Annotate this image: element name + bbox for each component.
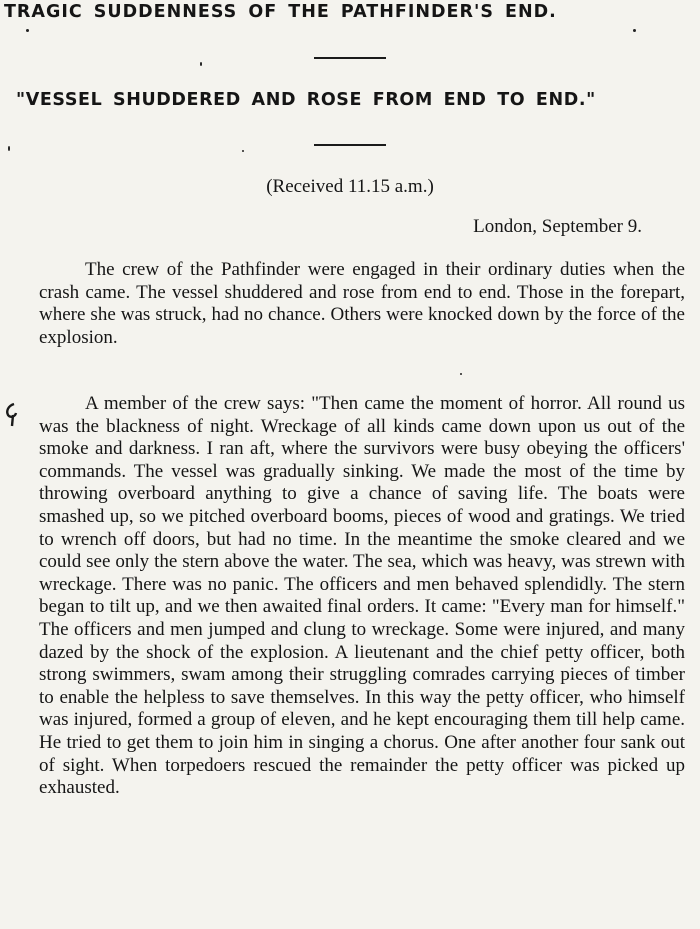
article-paragraph-1: The crew of the Pathfinder were engaged in their ordinary duties when the crash came. The vessel shuddered and rose from end to end. Those in the forepart, where she was struck, had no chance. Others were knocked down by the force of the explosion. bbox=[39, 259, 685, 348]
margin-ink-mark bbox=[4, 402, 18, 428]
separator-rule-top bbox=[314, 57, 386, 59]
dateline: London, September 9. bbox=[473, 216, 642, 237]
subheadline: "VESSEL SHUDDERED AND ROSE FROM END TO END." bbox=[16, 90, 596, 110]
separator-rule-bottom bbox=[314, 144, 386, 146]
headline: TRAGIC SUDDENNESS OF THE PATHFINDER'S END. bbox=[4, 2, 557, 22]
article-paragraph-2: A member of the crew says: "Then came the moment of horror. All round us was the blackness of night. Wreckage of all kinds came down upon us out of the smoke and darkness. I ran aft, where the survivors were busy obeying the officers' commands. The vessel was gradually sinking. We made the most of the time by throwing overboard anything to give a chance of saving life. The boats were smashed up, so we pitched overboard booms, pieces of wood and gratings. We tried to wrench off doors, but had no time. In the meantime the smoke cleared and we could see only the stern above the water. The sea, which was heavy, was strewn with wreckage. There was no panic. The officers and men behaved splendidly. The stern began to tilt up, and we then awaited final orders. It came: "Every man for himself." The officers and men jumped and clung to wreckage. Some were injured, and many dazed by the shock of the explosion. A lieutenant and the chief petty officer, both strong swimmers, swam among their struggling comrades carrying pieces of timber to enable the helpless to save themselves. In this way the petty officer, who himself was injured, formed a group of eleven, and he kept encouraging them till help came. He tried to get them to join him in singing a chorus. One after another four sank out of sight. When torpedoers rescued the remainder the petty officer was picked up exhausted. bbox=[39, 393, 685, 799]
received-time: (Received 11.15 a.m.) bbox=[266, 176, 434, 197]
